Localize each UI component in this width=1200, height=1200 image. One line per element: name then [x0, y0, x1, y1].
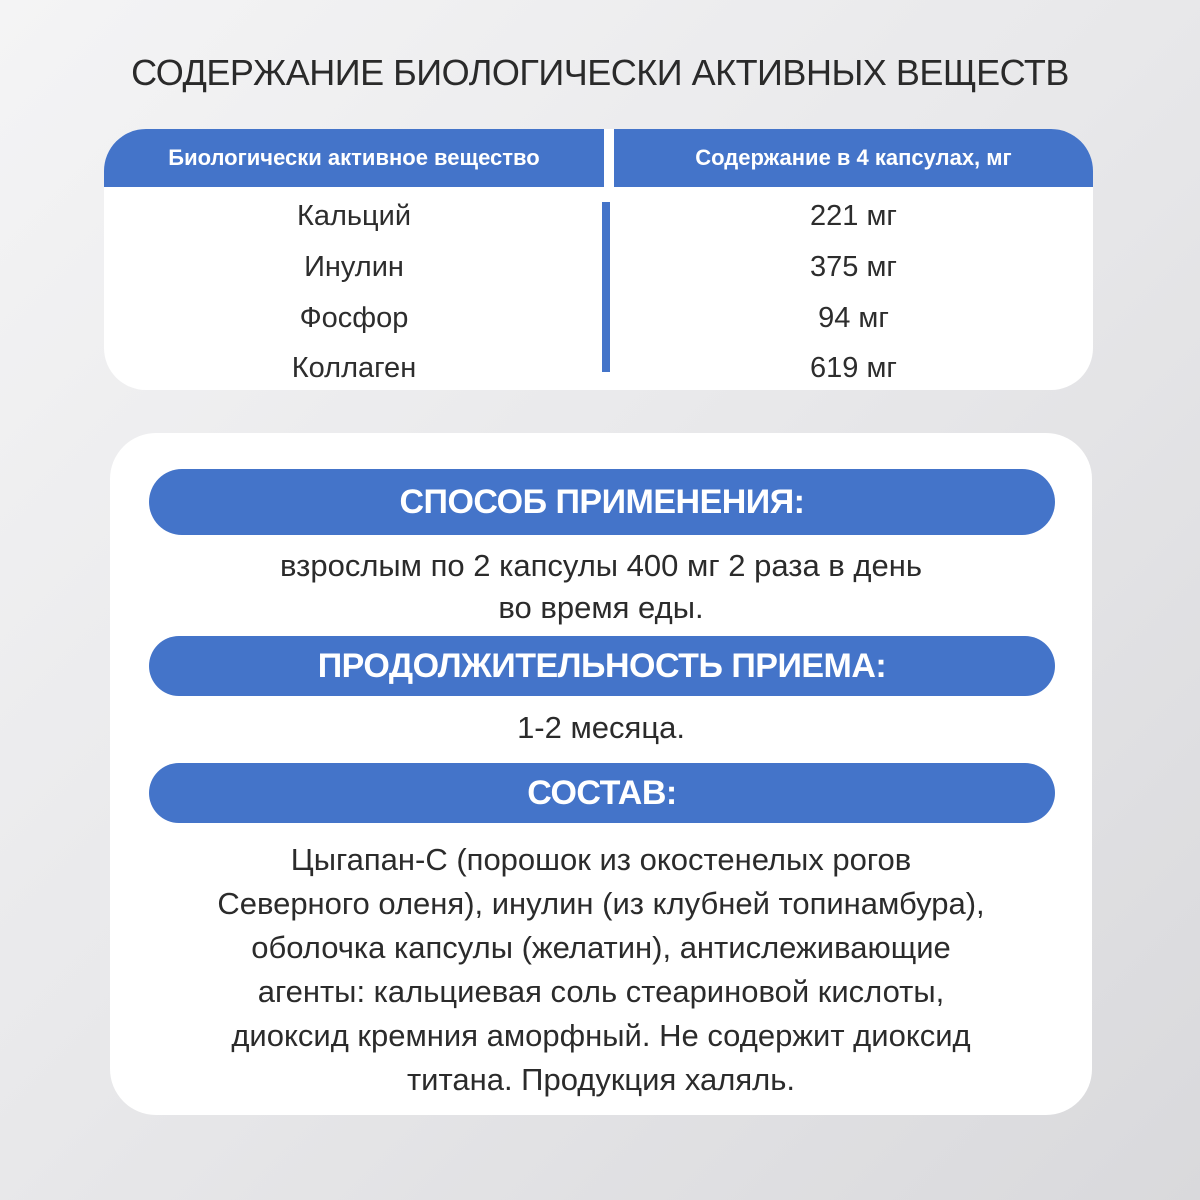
table-row [104, 191, 1093, 241]
substance-name: Инулин [304, 251, 404, 283]
composition-line: оболочка капсулы (желатин), антислеживающие [251, 930, 951, 965]
usage-text [110, 545, 1092, 629]
product-info-card [110, 433, 1092, 1115]
substance-value: 221 мг [810, 200, 897, 232]
composition-line: титана. Продукция халяль. [406, 1062, 795, 1097]
composition-text [110, 838, 1092, 1102]
substance-name: Кальций [296, 200, 412, 232]
table-header-content: Содержание в 4 капсулах, мг [614, 129, 1093, 187]
substance-name: Коллаген [291, 352, 417, 384]
usage-heading: СПОСОБ ПРИМЕНЕНИЯ: [149, 469, 1055, 535]
usage-line: во время еды. [498, 590, 704, 625]
table-row [104, 242, 1093, 292]
page-title: СОДЕРЖАНИЕ БИОЛОГИЧЕСКИ АКТИВНЫХ ВЕЩЕСТВ [131, 52, 1069, 93]
composition-line: Северного оленя), инулин (из клубней топинамбура), [217, 886, 985, 921]
substance-value: 375 мг [810, 251, 897, 283]
table-body [104, 187, 1093, 390]
table-row [104, 343, 1093, 390]
usage-line: взрослым по 2 капсулы 400 мг 2 раза в день [280, 548, 922, 583]
substance-name: Фосфор [299, 302, 409, 334]
substance-value: 619 мг [810, 352, 897, 384]
composition-line: Цыгапан-С (порошок из окостенелых рогов [290, 842, 912, 877]
table-header-substance: Биологически активное вещество [104, 129, 604, 187]
substance-value: 94 мг [818, 302, 889, 334]
composition-line: агенты: кальциевая соль стеариновой кислоты, [257, 974, 945, 1009]
composition-line: диоксид кремния аморфный. Не содержит диоксид [231, 1018, 971, 1053]
table-row [104, 293, 1093, 343]
bioactive-substances-table [104, 129, 1093, 390]
duration-line: 1-2 месяца. [517, 710, 685, 745]
duration-text [110, 707, 1092, 749]
composition-heading: СОСТАВ: [149, 763, 1055, 823]
duration-heading: ПРОДОЛЖИТЕЛЬНОСТЬ ПРИЕМА: [149, 636, 1055, 696]
